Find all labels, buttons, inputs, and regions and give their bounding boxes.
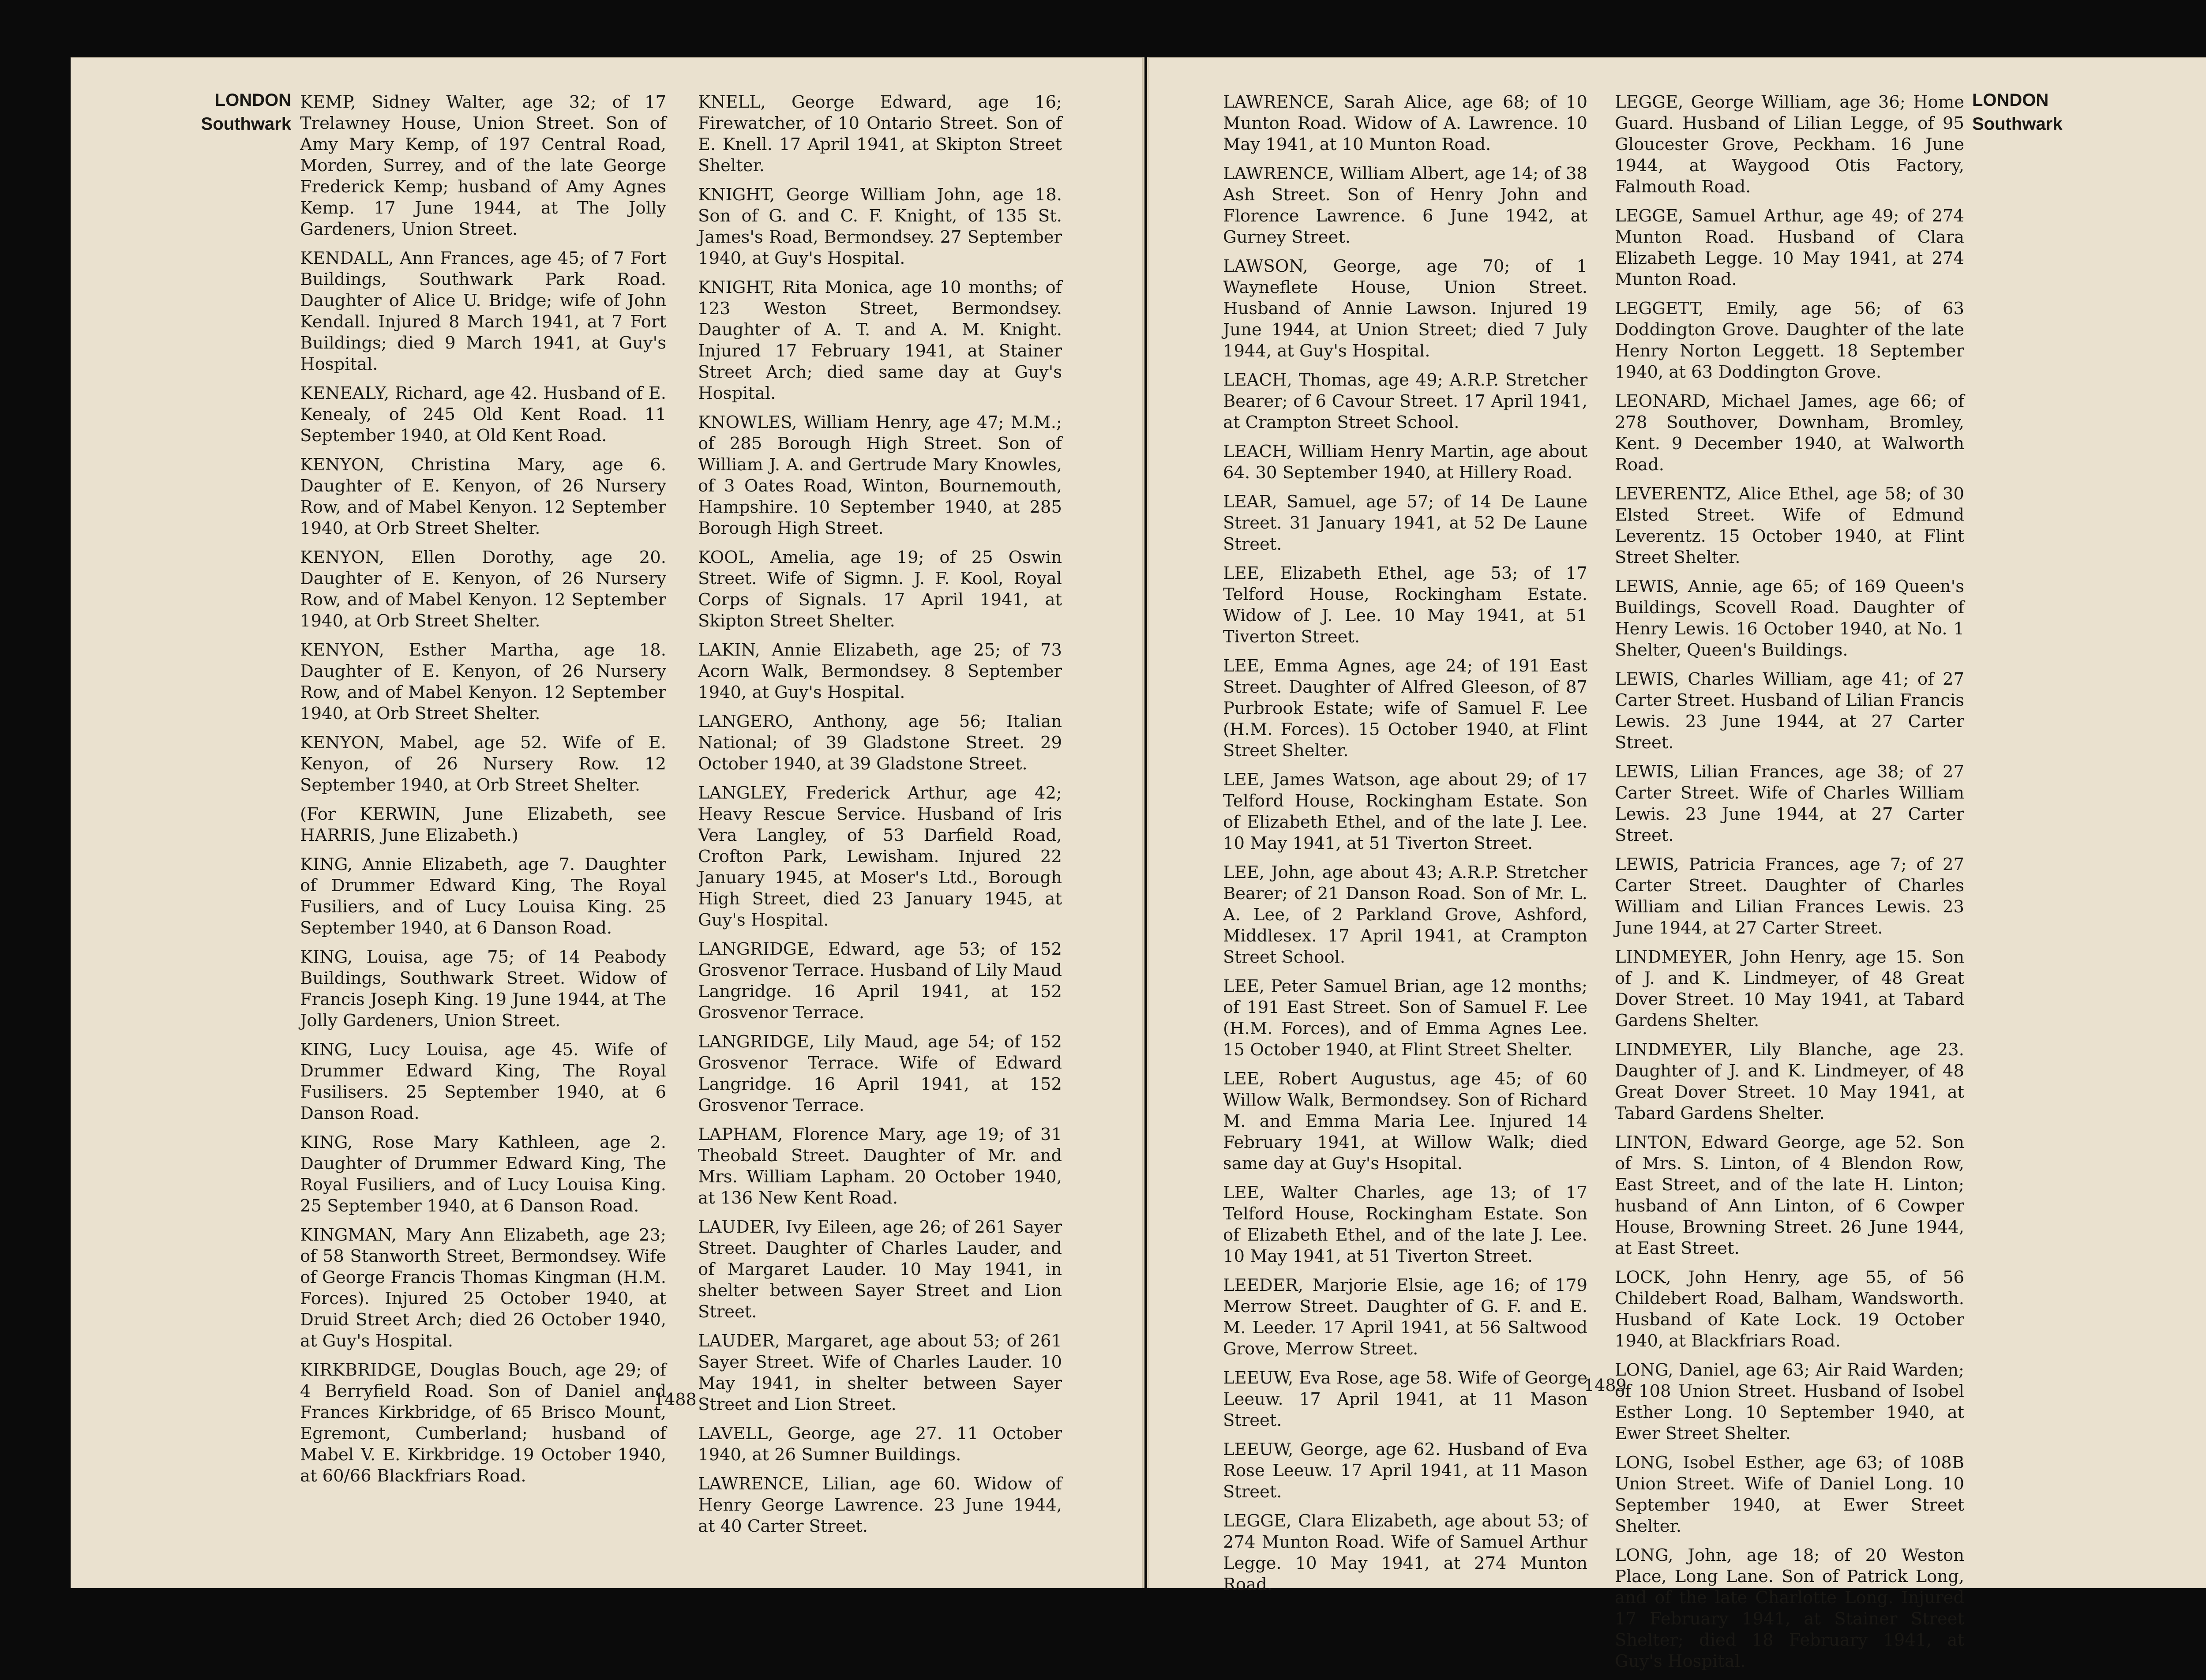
register-entry: KEMP, Sidney Walter, age 32; of 17 Trelawney House, Union Street. Son of Amy Mary Kemp, of 197 Central Road, Morden, Surrey, and of the late George Frederick Kemp; husband of Amy Agnes Kemp. 17 June 1944, at The Jolly Gardeners, Union Street. (300, 92, 666, 239)
register-entry: LEACH, Thomas, age 49; A.R.P. Stretcher Bearer; of 6 Cavour Street. 17 April 1941, at Crampton Street School. (1223, 370, 1587, 432)
register-entry: LEGGETT, Emily, age 56; of 63 Doddington Grove. Daughter of the late Henry Norton Leggett. 18 September 1940, at 63 Doddington Grove. (1615, 299, 1964, 382)
register-entry: LEWIS, Patricia Frances, age 7; of 27 Carter Street. Daughter of Charles William and Lilian Frances Lewis. 23 June 1944, at 27 Carter Street. (1615, 855, 1964, 938)
register-entry: LEE, Elizabeth Ethel, age 53; of 17 Telford House, Rockingham Estate. Widow of J. Lee. 10 May 1941, at 51 Tiverton Street. (1223, 563, 1587, 647)
register-entry: LAPHAM, Florence Mary, age 19; of 31 Theobald Street. Daughter of Mr. and Mrs. William Lapham. 20 October 1940, at 136 New Kent Road. (698, 1125, 1062, 1208)
page-number-right: 1489 (1584, 1376, 1627, 1395)
region-borough: Southwark (1972, 114, 2063, 134)
register-entry: LAWRENCE, Lilian, age 60. Widow of Henry George Lawrence. 23 June 1944, at 40 Carter Street. (698, 1474, 1062, 1536)
register-entry: LEE, Peter Samuel Brian, age 12 months; of 191 East Street. Son of Samuel F. Lee (H.M. Forces), and of Emma Agnes Lee. 15 October 1940, at Flint Street Shelter. (1223, 976, 1587, 1060)
left-column-2 (698, 92, 1062, 1545)
register-entry: LEWIS, Charles William, age 41; of 27 Carter Street. Husband of Lilian Francis Lewis. 23 June 1944, at 27 Carter Street. (1615, 669, 1964, 753)
register-entry: LEGGE, Clara Elizabeth, age about 53; of 274 Munton Road. Wife of Samuel Arthur Legge. 10 May 1941, at 274 Munton Road. (1223, 1511, 1587, 1594)
register-entry: LEE, Walter Charles, age 13; of 17 Telford House, Rockingham Estate. Son of Elizabeth Ethel, and of the late J. Lee. 10 May 1941, at 51 Tiverton Street. (1223, 1183, 1587, 1266)
register-entry: LEGGE, Samuel Arthur, age 49; of 274 Munton Road. Husband of Clara Elizabeth Legge. 10 May 1941, at 274 Munton Road. (1615, 206, 1964, 289)
region-borough: Southwark (201, 114, 291, 134)
register-entry: KENYON, Ellen Dorothy, age 20. Daughter of E. Kenyon, of 26 Nursery Row, and of Mabel Kenyon. 12 September 1940, at Orb Street Shelter. (300, 548, 666, 631)
right-column-2 (1615, 92, 1964, 1680)
register-entry: KING, Louisa, age 75; of 14 Peabody Buildings, Southwark Street. Widow of Francis Joseph King. 19 June 1944, at The Jolly Gardeners, Union Street. (300, 947, 666, 1031)
region-city: LONDON (214, 90, 291, 110)
register-entry: LOCK, John Henry, age 55, of 56 Childebert Road, Balham, Wandsworth. Husband of Kate Lock. 19 October 1940, at Blackfriars Road. (1615, 1268, 1964, 1351)
register-entry: LEVERENTZ, Alice Ethel, age 58; of 30 Elsted Street. Wife of Edmund Leverentz. 15 October 1940, at Flint Street Shelter. (1615, 484, 1964, 567)
register-entry: LONG, Daniel, age 63; Air Raid Warden; of 108 Union Street. Husband of Isobel Esther Long. 10 September 1940, at Ewer Street Shelter. (1615, 1360, 1964, 1444)
register-entry: KOOL, Amelia, age 19; of 25 Oswin Street. Wife of Sigmn. J. F. Kool, Royal Corps of Signals. 17 April 1941, at Skipton Street Shelter. (698, 548, 1062, 631)
register-entry: LAWRENCE, Sarah Alice, age 68; of 10 Munton Road. Widow of A. Lawrence. 10 May 1941, at 10 Munton Road. (1223, 92, 1587, 154)
register-entry: LONG, John, age 18; of 20 Weston Place, Long Lane. Son of Patrick Long, and of the late Charlotte Long. Injured 17 February 1941, at Stainer Street Shelter; died 18 February 1941, at Guy's Hospital. (1615, 1545, 1964, 1671)
register-entry: LAWRENCE, William Albert, age 14; of 38 Ash Street. Son of Henry John and Florence Lawrence. 6 June 1942, at Gurney Street. (1223, 164, 1587, 247)
register-entry: LANGRIDGE, Edward, age 53; of 152 Grosvenor Terrace. Husband of Lily Maud Langridge. 16 April 1941, at 152 Grosvenor Terrace. (698, 939, 1062, 1023)
register-entry: KENDALL, Ann Frances, age 45; of 7 Fort Buildings, Southwark Park Road. Daughter of Alice U. Bridge; wife of John Kendall. Injured 8 March 1941, at 7 Fort Buildings; died 9 March 1941, at Guy's Hospital. (300, 248, 666, 374)
register-entry: KENYON, Christina Mary, age 6. Daughter of E. Kenyon, of 26 Nursery Row, and of Mabel Kenyon. 12 September 1940, at Orb Street Shelter. (300, 455, 666, 538)
register-entry: LINDMEYER, John Henry, age 15. Son of J. and K. Lindmeyer, of 48 Great Dover Street. 10 May 1941, at Tabard Gardens Shelter. (1615, 947, 1964, 1031)
right-region-heading (1972, 88, 2105, 136)
register-entry: LINDMEYER, Lily Blanche, age 23. Daughter of J. and K. Lindmeyer, of 48 Great Dover Street. 10 May 1941, at Tabard Gardens Shelter. (1615, 1040, 1964, 1123)
register-entry: KING, Rose Mary Kathleen, age 2. Daughter of Drummer Edward King, The Royal Fusiliers, and of Lucy Louisa King. 25 September 1940, at 6 Danson Road. (300, 1132, 666, 1216)
register-entry: KNELL, George Edward, age 16; Firewatcher, of 10 Ontario Street. Son of E. Knell. 17 April 1941, at Skipton Street Shelter. (698, 92, 1062, 176)
register-entry: KING, Lucy Louisa, age 45. Wife of Drummer Edward King, The Royal Fusilisers. 25 September 1940, at 6 Danson Road. (300, 1040, 666, 1123)
register-entry: KENYON, Mabel, age 52. Wife of E. Kenyon, of 26 Nursery Row. 12 September 1940, at Orb Street Shelter. (300, 733, 666, 795)
register-entry: KING, Annie Elizabeth, age 7. Daughter of Drummer Edward King, The Royal Fusiliers, and of Lucy Louisa King. 25 September 1940, at 6 Danson Road. (300, 855, 666, 938)
region-city: LONDON (1972, 90, 2049, 110)
register-entry: KNIGHT, George William John, age 18. Son of G. and C. F. Knight, of 135 St. James's Road, Bermondsey. 27 September 1940, at Guy's Hospital. (698, 185, 1062, 268)
register-entry: LEEDER, Marjorie Elsie, age 16; of 179 Merrow Street. Daughter of G. F. and E. M. Leeder. 17 April 1941, at 56 Saltwood Grove, Merrow Street. (1223, 1275, 1587, 1359)
register-entry: LINTON, Edward George, age 52. Son of Mrs. S. Linton, of 4 Blendon Row, East Street, and of the late H. Linton; husband of Ann Linton, of 6 Cowper House, Browning Street. 26 June 1944, at East Street. (1615, 1132, 1964, 1258)
register-entry: KENEALY, Richard, age 42. Husband of E. Kenealy, of 245 Old Kent Road. 11 September 1940, at Old Kent Road. (300, 383, 666, 446)
register-entry: LEEUW, George, age 62. Husband of Eva Rose Leeuw. 17 April 1941, at 11 Mason Street. (1223, 1440, 1587, 1502)
register-entry: KNIGHT, Rita Monica, age 10 months; of 123 Weston Street, Bermondsey. Daughter of A. T. and A. M. Knight. Injured 17 February 1941, at Stainer Street Arch; died same day at Guy's Hospital. (698, 278, 1062, 403)
page-number-left: 1488 (654, 1390, 697, 1409)
left-column-1 (300, 92, 666, 1495)
register-entry: LEWIS, Annie, age 65; of 169 Queen's Buildings, Scovell Road. Daughter of Henry Lewis. 16 October 1940, at No. 1 Shelter, Queen's Buildings. (1615, 577, 1964, 660)
register-entry: LANGRIDGE, Lily Maud, age 54; of 152 Grosvenor Terrace. Wife of Edward Langridge. 16 April 1941, at 152 Grosvenor Terrace. (698, 1032, 1062, 1115)
register-entry: LEE, John, age about 43; A.R.P. Stretcher Bearer; of 21 Danson Road. Son of Mr. L. A. Lee, of 2 Parkland Grove, Ashford, Middlesex. 17 April 1941, at Crampton Street School. (1223, 862, 1587, 967)
register-entry: LAKIN, Annie Elizabeth, age 25; of 73 Acorn Walk, Bermondsey. 8 September 1940, at Guy's Hospital. (698, 640, 1062, 702)
register-entry: LEACH, William Henry Martin, age about 64. 30 September 1940, at Hillery Road. (1223, 442, 1587, 483)
register-entry: LEE, James Watson, age about 29; of 17 Telford House, Rockingham Estate. Son of Elizabeth Ethel, and of the late J. Lee. 10 May 1941, at 51 Tiverton Street. (1223, 770, 1587, 853)
register-entry: KENYON, Esther Martha, age 18. Daughter of E. Kenyon, of 26 Nursery Row, and of Mabel Kenyon. 12 September 1940, at Orb Street Shelter. (300, 640, 666, 724)
register-entry: LAVELL, George, age 27. 11 October 1940, at 26 Sumner Buildings. (698, 1424, 1062, 1465)
register-entry: LONG, Isobel Esther, age 63; of 108B Union Street. Wife of Daniel Long. 10 September 1940, at Ewer Street Shelter. (1615, 1453, 1964, 1536)
register-entry: LAWSON, George, age 70; of 1 Wayneflete House, Union Street. Husband of Annie Lawson. Injured 19 June 1944, at Union Street; died 7 July 1944, at Guy's Hospital. (1223, 256, 1587, 361)
register-entry: KNOWLES, William Henry, age 47; M.M.; of 285 Borough High Street. Son of William J. A. and Gertrude Mary Knowles, of 3 Oates Road, Winton, Bournemouth, Hampshire. 10 September 1940, at 285 Borough High Street. (698, 412, 1062, 538)
register-entry: LEGGE, George William, age 36; Home Guard. Husband of Lilian Legge, of 95 Gloucester Grove, Peckham. 16 June 1944, at Waygood Otis Factory, Falmouth Road. (1615, 92, 1964, 197)
register-entry: LAUDER, Margaret, age about 53; of 261 Sayer Street. Wife of Charles Lauder. 10 May 1941, in shelter between Sayer Street and Lion Street. (698, 1331, 1062, 1414)
register-entry: LEE, Emma Agnes, age 24; of 191 East Street. Daughter of Alfred Gleeson, of 87 Purbrook Estate; wife of Samuel F. Lee (H.M. Forces). 15 October 1940, at Flint Street Shelter. (1223, 656, 1587, 761)
register-entry: LEE, Robert Augustus, age 45; of 60 Willow Walk, Bermondsey. Son of Richard M. and Emma Maria Lee. Injured 14 February 1941, at Willow Walk; died same day at Guy's Hsopital. (1223, 1069, 1587, 1174)
register-entry: (For KERWIN, June Elizabeth, see HARRIS, June Elizabeth.) (300, 804, 666, 845)
register-entry: LEAR, Samuel, age 57; of 14 De Laune Street. 31 January 1941, at 52 De Laune Street. (1223, 492, 1587, 554)
register-entry: LEONARD, Michael James, age 66; of 278 Southover, Downham, Bromley, Kent. 9 December 1940, at Walworth Road. (1615, 391, 1964, 475)
register-entry: LAUDER, Ivy Eileen, age 26; of 261 Sayer Street. Daughter of Charles Lauder, and of Margaret Lauder. 10 May 1941, in shelter between Sayer Street and Lion Street. (698, 1217, 1062, 1322)
register-entry: LEWIS, Lilian Frances, age 38; of 27 Carter Street. Wife of Charles William Lewis. 23 June 1944, at 27 Carter Street. (1615, 762, 1964, 845)
register-entry: LANGERO, Anthony, age 56; Italian National; of 39 Gladstone Street. 29 October 1940, at 39 Gladstone Street. (698, 712, 1062, 774)
register-entry: LEEUW, Eva Rose, age 58. Wife of George Leeuw. 17 April 1941, at 11 Mason Street. (1223, 1368, 1587, 1430)
register-entry: LANGLEY, Frederick Arthur, age 42; Heavy Rescue Service. Husband of Iris Vera Langley, of 53 Darfield Road, Crofton Park, Lewisham. Injured 22 January 1945, at Moser's Ltd., Borough High Street, died 23 January 1945, at Guy's Hospital. (698, 783, 1062, 930)
left-region-heading (101, 88, 291, 136)
register-entry: KIRKBRIDGE, Douglas Bouch, age 29; of 4 Berryfield Road. Son of Daniel and Frances Kirkbridge, of 65 Brisco Mount, Egremont, Cumberland; husband of Mabel V. E. Kirkbridge. 19 October 1940, at 60/66 Blackfriars Road. (300, 1360, 666, 1486)
register-entry: KINGMAN, Mary Ann Elizabeth, age 23; of 58 Stanworth Street, Bermondsey. Wife of George Francis Thomas Kingman (H.M. Forces). Injured 25 October 1940, at Druid Street Arch; died 26 October 1940, at Guy's Hospital. (300, 1225, 666, 1351)
right-column-1 (1223, 92, 1587, 1603)
